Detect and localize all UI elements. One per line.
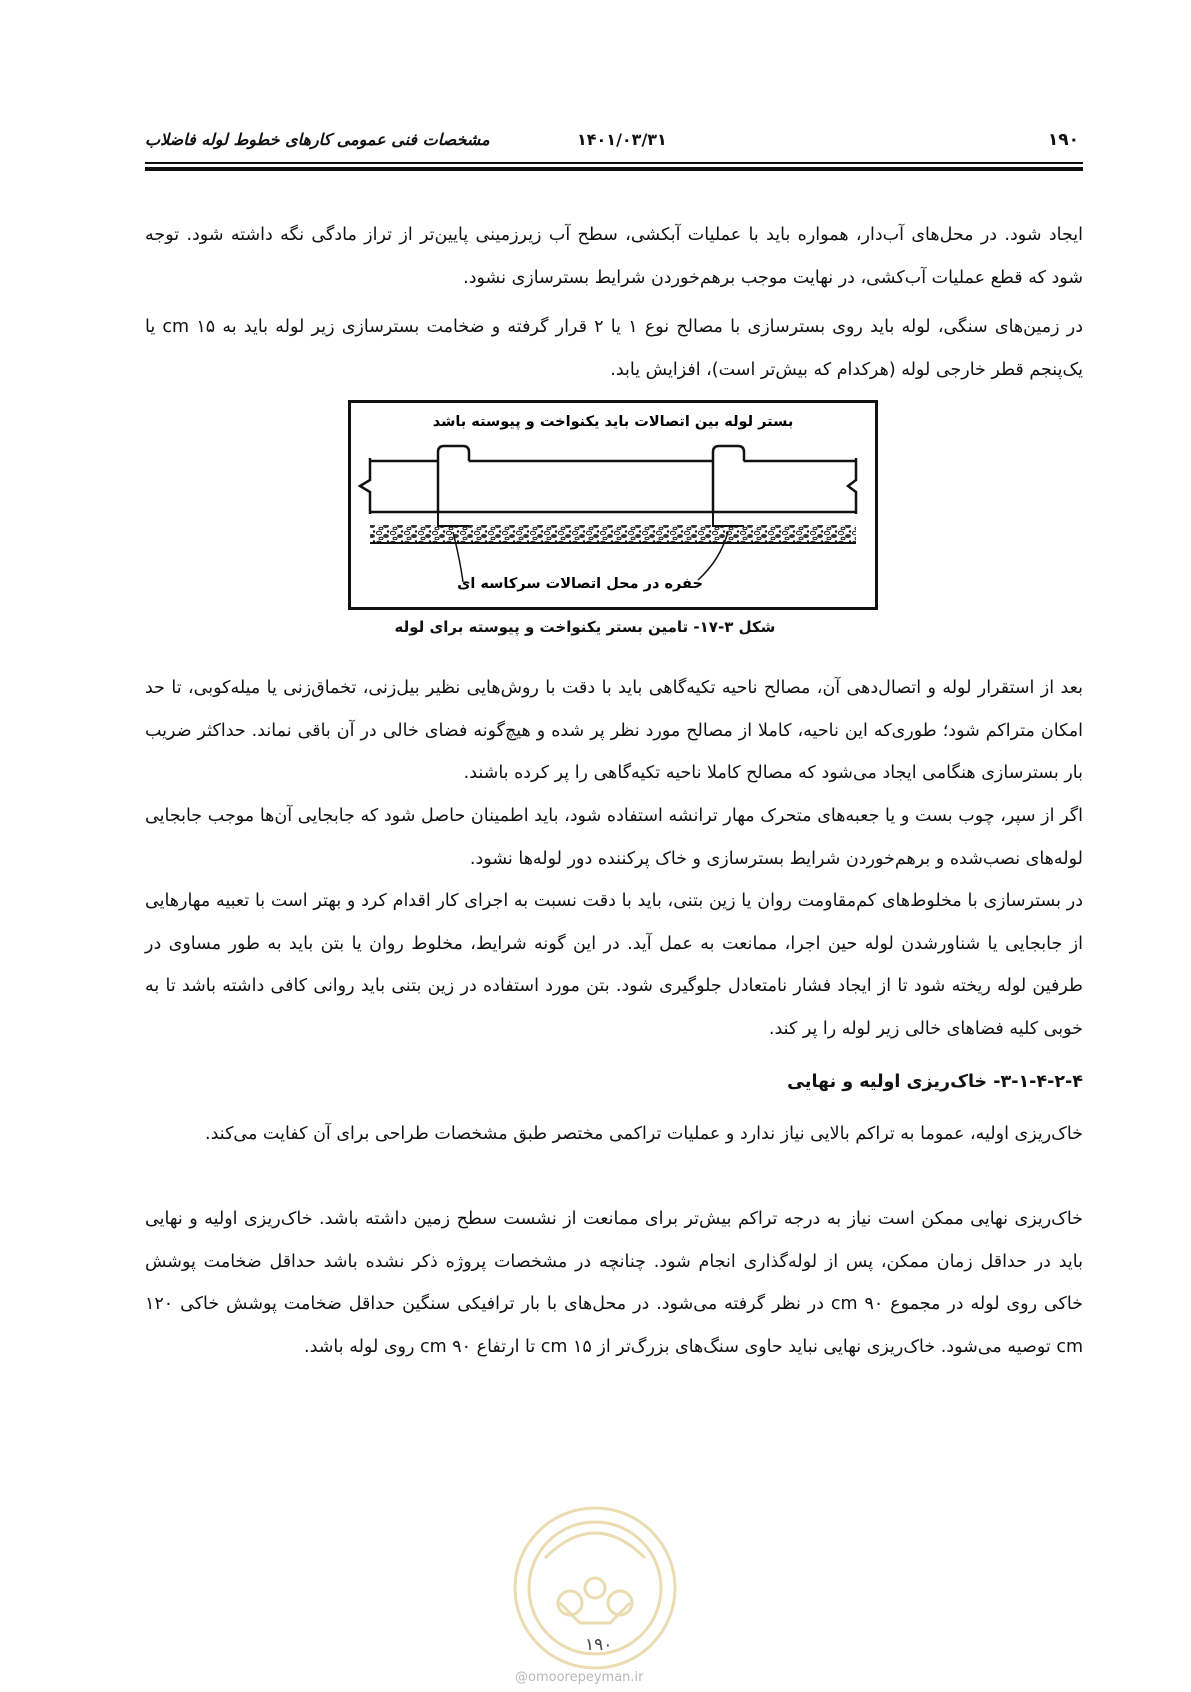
figure-bottom-label: حفره در محل اتصالات سرکاسه ای [457,576,703,592]
header-rule-thin [145,162,1083,164]
pipe-bedding-figure [348,400,878,610]
header-title: مشخصات فنی عمومی کارهای خطوط لوله فاضلاب [145,130,490,149]
paragraph-rocky-ground: در زمین‌های سنگی، لوله باید روی بسترسازی با مصالح نوع ۱ یا ۲ قرار گرفته و ضخامت بسترسازی زیر لوله باید به ۱۵ cm یا یک‌پنجم قطر خارجی لوله (هرکدام که بیش‌تر است)، افزایش یابد. [145,317,1084,380]
paragraph-flowable-fill: در بسترسازی با مخلوط‌های کم‌مقاومت روان یا زین بتنی، باید با دقت نسبت به اجرای کار اقدام کرد و بهتر است با تعبیه مهارهایی از جابجایی یا شناورشدن لوله حین اجرا، ممانعت به عمل آید. در این گونه شرایط، مخلوط روان یا بتن باید به طور مساوی در طرفین لوله ریخته شود تا از ایجاد فشار نامتعادل جلوگیری شود. بتن مورد استفاده در زین بتنی باید روانی کافی داشته باشد تا به خوبی کلیه فضاهای خالی زیر لوله را پر کند. [145,891,1083,1039]
watermark-logo [500,1488,690,1688]
footer-page-number: ۱۹۰ [585,1635,613,1655]
figure-caption: شکل ۳-۱۷- تامین بستر یکنواخت و پیوسته برای لوله [394,618,776,636]
figure-top-label: بستر لوله بین اتصالات باید یکنواخت و پیوسته باشد [432,414,794,430]
header-page-number: ۱۹۰ [1047,130,1079,150]
gravel-bedding [370,525,856,543]
footer-website: @omoorepeyman.ir [515,1670,644,1685]
paragraph-trench-shoring: اگر از سپر، چوب بست و یا جعبه‌های متحرک مهار ترانشه استفاده شود، باید اطمینان حاصل شود که جابجایی آن‌ها موجب جابجایی لوله‌های نصب‌شده و برهم‌خوردن شرایط بسترسازی و خاک پرکننده دور لوله‌ها نشود. [145,806,1083,869]
paragraph-final-backfill: خاک‌ریزی نهایی ممکن است نیاز به درجه تراکم بیش‌تر برای ممانعت از نشست سطح زمین داشته باشد. خاک‌ریزی اولیه و نهایی باید در حداقل زمان ممکن، پس از لوله‌گذاری انجام شود. چنانچه در مشخصات پروژه ذکر نشده باشد حداقل ضخامت پوشش خاکی روی لوله در مجموع ۹۰ cm در نظر گرفته می‌شود. در محل‌های با بار ترافیکی سنگین حداقل ضخامت پوشش خاکی ۱۲۰ cm توصیه می‌شود. خاک‌ریزی نهایی نباید حاوی سنگ‌های بزرگ‌تر از ۱۵ cm تا ارتفاع ۹۰ cm روی لوله باشد. [145,1209,1083,1357]
section-heading: ۳-۱-۴-۲-۴- خاک‌ریزی اولیه و نهایی [787,1072,1083,1092]
header-rule-thick [145,167,1083,171]
header-date: ۱۴۰۱/۰۳/۳۱ [577,130,667,149]
paragraph-compaction: بعد از استقرار لوله و اتصال‌دهی آن، مصالح ناحیه تکیه‌گاهی باید با دقت با روش‌هایی نظیر بیل‌زنی، تخماق‌زنی یا میله‌کوبی، تا حد امکان متراکم شود؛ طوری‌که این ناحیه، کاملا از مصالح مورد نظر پر شده و هیچ‌گونه فضای خالی در آن باقی نماند. حداکثر ضریب بار بسترسازی هنگامی ایجاد می‌شود که مصالح کاملا ناحیه تکیه‌گاهی را پر کرده باشند. [145,678,1083,783]
pipe-bedding-diagram [348,400,878,610]
page-header [145,118,1083,172]
paragraph-dewatering: ایجاد شود. در محل‌های آب‌دار، همواره باید با عملیات آبکشی، سطح آب زیرزمینی پایین‌تر از تراز مادگی نگه داشته شود. توجه شود که قطع عملیات آب‌کشی، در نهایت موجب برهم‌خوردن شرایط بسترسازی نشود. [145,225,1083,288]
paragraph-initial-backfill: خاک‌ریزی اولیه، عموما به تراکم بالایی نیاز ندارد و عملیات تراکمی مختصر طبق مشخصات طراحی برای آن کفایت می‌کند. [205,1124,1083,1144]
